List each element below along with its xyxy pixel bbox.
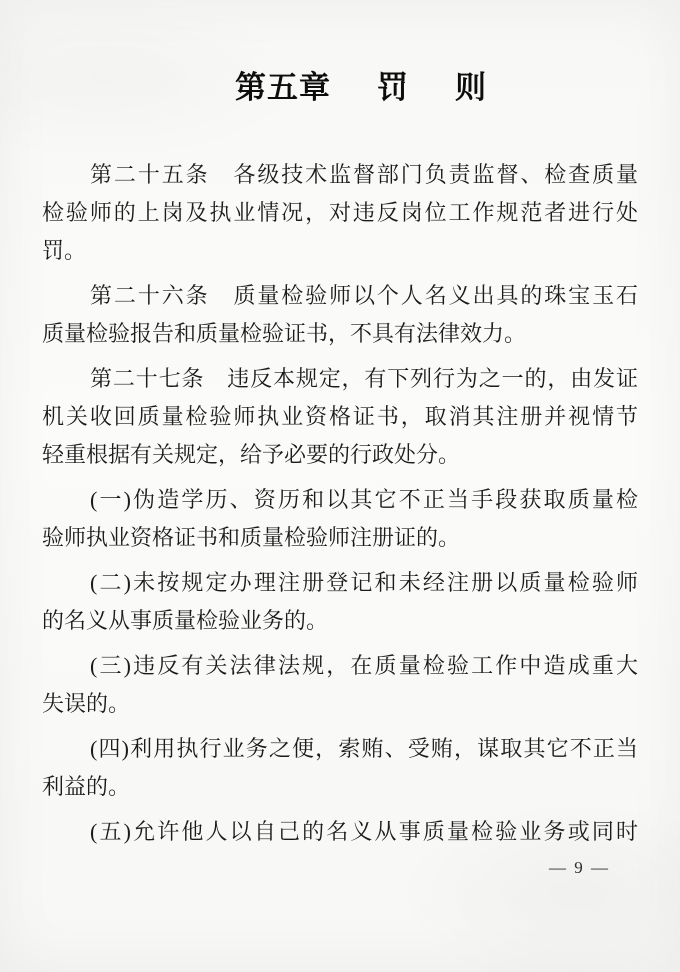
document-body bbox=[42, 156, 638, 851]
text-line: 验师执业资格证书和质量检验师注册证的。 bbox=[42, 525, 461, 550]
text-line: 失误的。 bbox=[42, 691, 131, 716]
text-line: 第二十七条 违反本规定，有下列行为之一的，由发证 bbox=[90, 366, 638, 391]
item-2 bbox=[42, 564, 638, 640]
item-3 bbox=[42, 647, 638, 723]
text-line: 质量检验报告和质量检验证书，不具有法律效力。 bbox=[42, 321, 527, 346]
text-line: 检验师的上岗及执业情况，对违反岗位工作规范者进行处 bbox=[42, 200, 638, 225]
text-line: 第二十六条 质量检验师以个人名义出具的珠宝玉石 bbox=[90, 283, 638, 308]
text-line: (一)伪造学历、资历和以其它不正当手段获取质量检 bbox=[90, 487, 638, 512]
text-line: 利益的。 bbox=[42, 774, 131, 799]
article-26 bbox=[42, 277, 638, 353]
item-5 bbox=[42, 813, 638, 851]
text-line: (五)允许他人以自己的名义从事质量检验业务或同时 bbox=[90, 819, 638, 844]
chapter-title-part: 则 bbox=[455, 70, 487, 105]
text-line: (三)违反有关法律法规，在质量检验工作中造成重大 bbox=[90, 653, 638, 678]
text-line: 第二十五条 各级技术监督部门负责监督、检查质量 bbox=[90, 162, 638, 187]
text-line: (四)利用执行业务之便，索贿、受贿，谋取其它不正当 bbox=[90, 736, 638, 761]
item-4 bbox=[42, 730, 638, 806]
text-line: 机关收回质量检验师执业资格证书，取消其注册并视情节 bbox=[42, 404, 638, 429]
chapter-title bbox=[21, 0, 680, 106]
article-25 bbox=[42, 156, 638, 270]
article-27 bbox=[42, 360, 638, 474]
text-line: 罚。 bbox=[42, 238, 87, 263]
page-number: — 9 — bbox=[549, 858, 610, 877]
item-1 bbox=[42, 481, 638, 557]
chapter-title-part: 罚 bbox=[377, 70, 409, 105]
text-line: (二)未按规定办理注册登记和未经注册以质量检验师 bbox=[90, 570, 638, 595]
text-line: 轻重根据有关规定，给予必要的行政处分。 bbox=[42, 442, 461, 467]
text-line: 的名义从事质量检验业务的。 bbox=[42, 608, 329, 633]
chapter-title-part: 第五章 bbox=[235, 70, 331, 105]
